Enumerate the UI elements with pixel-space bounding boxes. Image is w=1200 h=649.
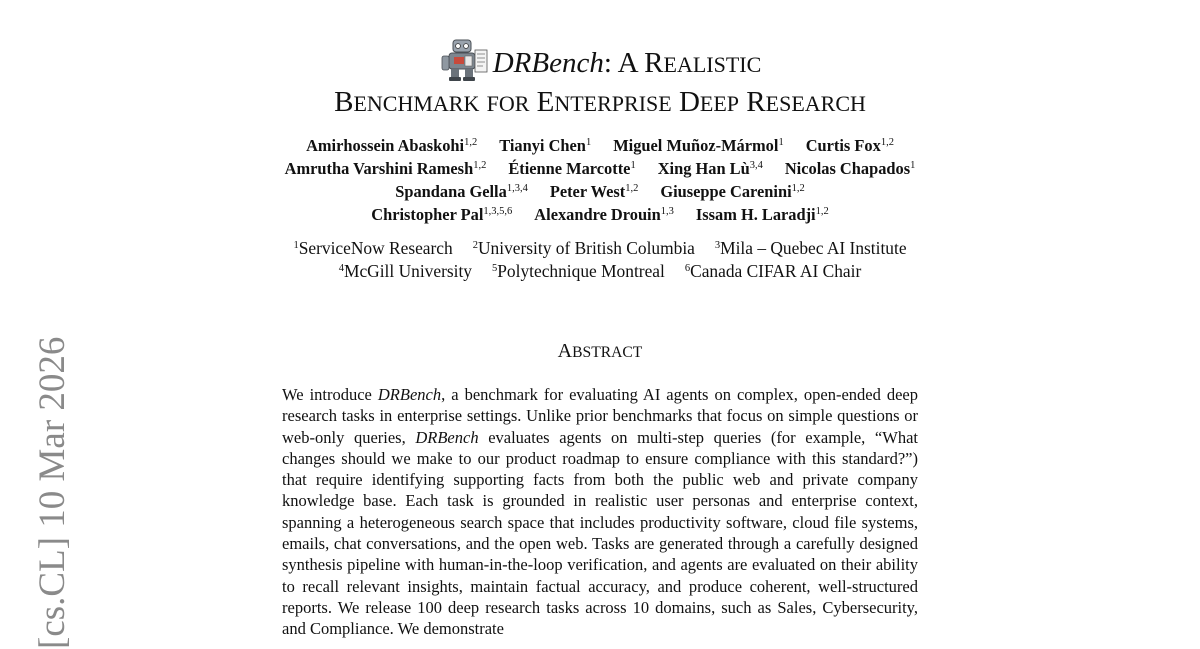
author-affiliation-marks: 1 xyxy=(778,137,784,148)
title-line-2-word-rest: FOR xyxy=(486,91,530,116)
author-affiliation-marks: 1,3 xyxy=(660,206,674,217)
affiliation-entry xyxy=(293,238,452,258)
affiliation-name: Polytechnique Montreal xyxy=(497,261,665,281)
author-entry xyxy=(395,182,528,201)
paper-name: DRBench xyxy=(492,47,604,79)
author-name: Xing Han Lù xyxy=(657,159,750,178)
affiliation-entry xyxy=(473,238,695,258)
title-colon: : xyxy=(603,47,612,79)
author-entry xyxy=(696,205,829,224)
title-line-2-word xyxy=(537,86,672,118)
robot-logo-icon xyxy=(439,38,489,82)
author-row xyxy=(150,203,1050,226)
title-line-1-word-cap: A xyxy=(617,47,637,79)
title-line-2-word-rest: ENCHMARK xyxy=(353,91,480,116)
author-name: Giuseppe Carenini xyxy=(660,182,792,201)
affiliation-number: 4 xyxy=(338,263,344,274)
affiliation-list xyxy=(150,237,1050,283)
abstract-text-segment: We introduce xyxy=(282,385,378,404)
affiliation-number: 5 xyxy=(492,263,498,274)
author-name: Tianyi Chen xyxy=(499,136,586,155)
title-line-2-word-cap: R xyxy=(746,86,766,118)
title-line-2-word-cap: D xyxy=(678,86,700,118)
abstract-body xyxy=(282,384,918,648)
affiliation-number: 1 xyxy=(293,240,299,251)
author-entry xyxy=(371,205,512,224)
title-line-2-word-rest: ESEARCH xyxy=(765,91,866,116)
title-line-1-words xyxy=(618,47,762,79)
author-affiliation-marks: 1,2 xyxy=(473,160,487,171)
affiliation-name: University of British Columbia xyxy=(477,238,695,258)
author-name: Amirhossein Abaskohi xyxy=(306,136,465,155)
author-affiliation-marks: 1,2 xyxy=(815,206,829,217)
title-line-2-word-rest: EEP xyxy=(699,91,740,116)
author-entry xyxy=(613,136,784,155)
title-line-2-word xyxy=(679,86,739,118)
author-affiliation-marks: 1 xyxy=(630,160,636,171)
affiliation-name: ServiceNow Research xyxy=(298,238,453,258)
title-line-1-word xyxy=(618,47,637,79)
title-line-2-word xyxy=(487,86,530,118)
author-name: Amrutha Varshini Ramesh xyxy=(284,159,474,178)
author-affiliation-marks: 1 xyxy=(910,160,916,171)
abstract-emphasis: DRBench xyxy=(415,427,479,447)
title-line-1-word-cap: R xyxy=(644,47,664,79)
author-name: Spandana Gella xyxy=(395,182,507,201)
paper-title-line-1 xyxy=(0,38,1200,82)
author-entry xyxy=(534,205,674,224)
author-affiliation-marks: 1,3,4 xyxy=(506,183,528,194)
affiliation-entry xyxy=(685,261,861,281)
author-affiliation-marks: 1,3,5,6 xyxy=(483,206,513,217)
affiliation-entry xyxy=(492,261,665,281)
title-line-1-word xyxy=(644,47,761,79)
author-name: Nicolas Chapados xyxy=(784,159,911,178)
title-line-2-word-cap: B xyxy=(334,86,354,118)
title-line-2-word xyxy=(334,86,479,118)
author-entry xyxy=(658,159,763,178)
author-entry xyxy=(508,159,635,178)
affiliation-number: 6 xyxy=(684,263,691,274)
author-row xyxy=(150,157,1050,180)
author-name: Alexandre Drouin xyxy=(534,205,661,224)
author-entry xyxy=(285,159,487,178)
abstract-heading-cap: A xyxy=(557,340,573,362)
author-name: Christopher Pal xyxy=(371,205,484,224)
abstract-text-segment: , a benchmark for evaluating AI agents on complex, open-ended deep research tasks in enterprise settings. Unlike prior benchmarks that focus on simple questions or web-only queries, xyxy=(282,385,918,447)
author-entry xyxy=(660,182,804,201)
author-name: Peter West xyxy=(549,182,626,201)
author-affiliation-marks: 1 xyxy=(585,137,592,148)
abstract-paragraph xyxy=(282,384,918,640)
author-entry xyxy=(806,136,894,155)
affiliation-entry xyxy=(339,261,472,281)
affiliation-number: 2 xyxy=(472,240,478,251)
author-entry xyxy=(550,182,639,201)
title-line-2-word-cap: E xyxy=(536,86,555,118)
affiliation-row xyxy=(150,260,1050,283)
title-line-2-word-rest: NTERPRISE xyxy=(554,91,672,116)
author-affiliation-marks: 1,2 xyxy=(880,137,894,148)
title-line-1-word-rest: EALISTIC xyxy=(663,52,762,77)
author-name: Étienne Marcotte xyxy=(508,159,631,178)
author-affiliation-marks: 1,2 xyxy=(791,183,805,194)
affiliation-name: McGill University xyxy=(343,261,472,281)
author-entry xyxy=(785,159,916,178)
abstract-heading-rest: BSTRACT xyxy=(572,344,643,361)
author-name: Issam H. Laradji xyxy=(695,205,816,224)
abstract-heading xyxy=(0,340,1200,363)
author-name: Curtis Fox xyxy=(805,136,881,155)
paper-title-line-2 xyxy=(0,86,1200,122)
abstract-text-segment: evaluates agents on multi-step queries (for example, “What changes should we make to our product roadmap to ensure compliance with this standard?”) that require identifying supporting facts from both the public web and private company knowledge base. Each task is grounded in realistic user personas and enterprise context, spanning a heterogeneous search space that includes productivity software, cloud file systems, emails, chat conversations, and the open web. Tasks are generated through a carefully designed synthesis pipeline with human-in-the-loop verification, and agents are evaluated on their ability to recall relevant insights, maintain factual accuracy, and produce coherent, well-structured reports. We release 100 deep research tasks across 10 domains, such as Sales, Cybersecurity, and Compliance. We demonstrate xyxy=(282,427,918,639)
affiliation-entry xyxy=(715,238,907,258)
abstract-emphasis: DRBench xyxy=(377,385,442,404)
author-row xyxy=(150,180,1050,203)
author-entry xyxy=(306,136,477,155)
affiliation-name: Mila – Quebec AI Institute xyxy=(720,238,907,258)
author-list xyxy=(150,134,1050,226)
title-line-2-word xyxy=(746,86,866,118)
author-name: Miguel Muñoz-Mármol xyxy=(613,136,779,155)
author-affiliation-marks: 1,2 xyxy=(625,183,639,194)
author-entry xyxy=(499,136,591,155)
author-affiliation-marks: 3,4 xyxy=(749,160,763,171)
affiliation-row xyxy=(150,237,1050,260)
arxiv-identifier-stamp: [cs.CL] 10 Mar 2026 xyxy=(32,336,73,649)
author-affiliation-marks: 1,2 xyxy=(464,137,478,148)
author-row xyxy=(150,134,1050,157)
affiliation-name: Canada CIFAR AI Chair xyxy=(690,261,862,281)
affiliation-number: 3 xyxy=(714,240,721,251)
